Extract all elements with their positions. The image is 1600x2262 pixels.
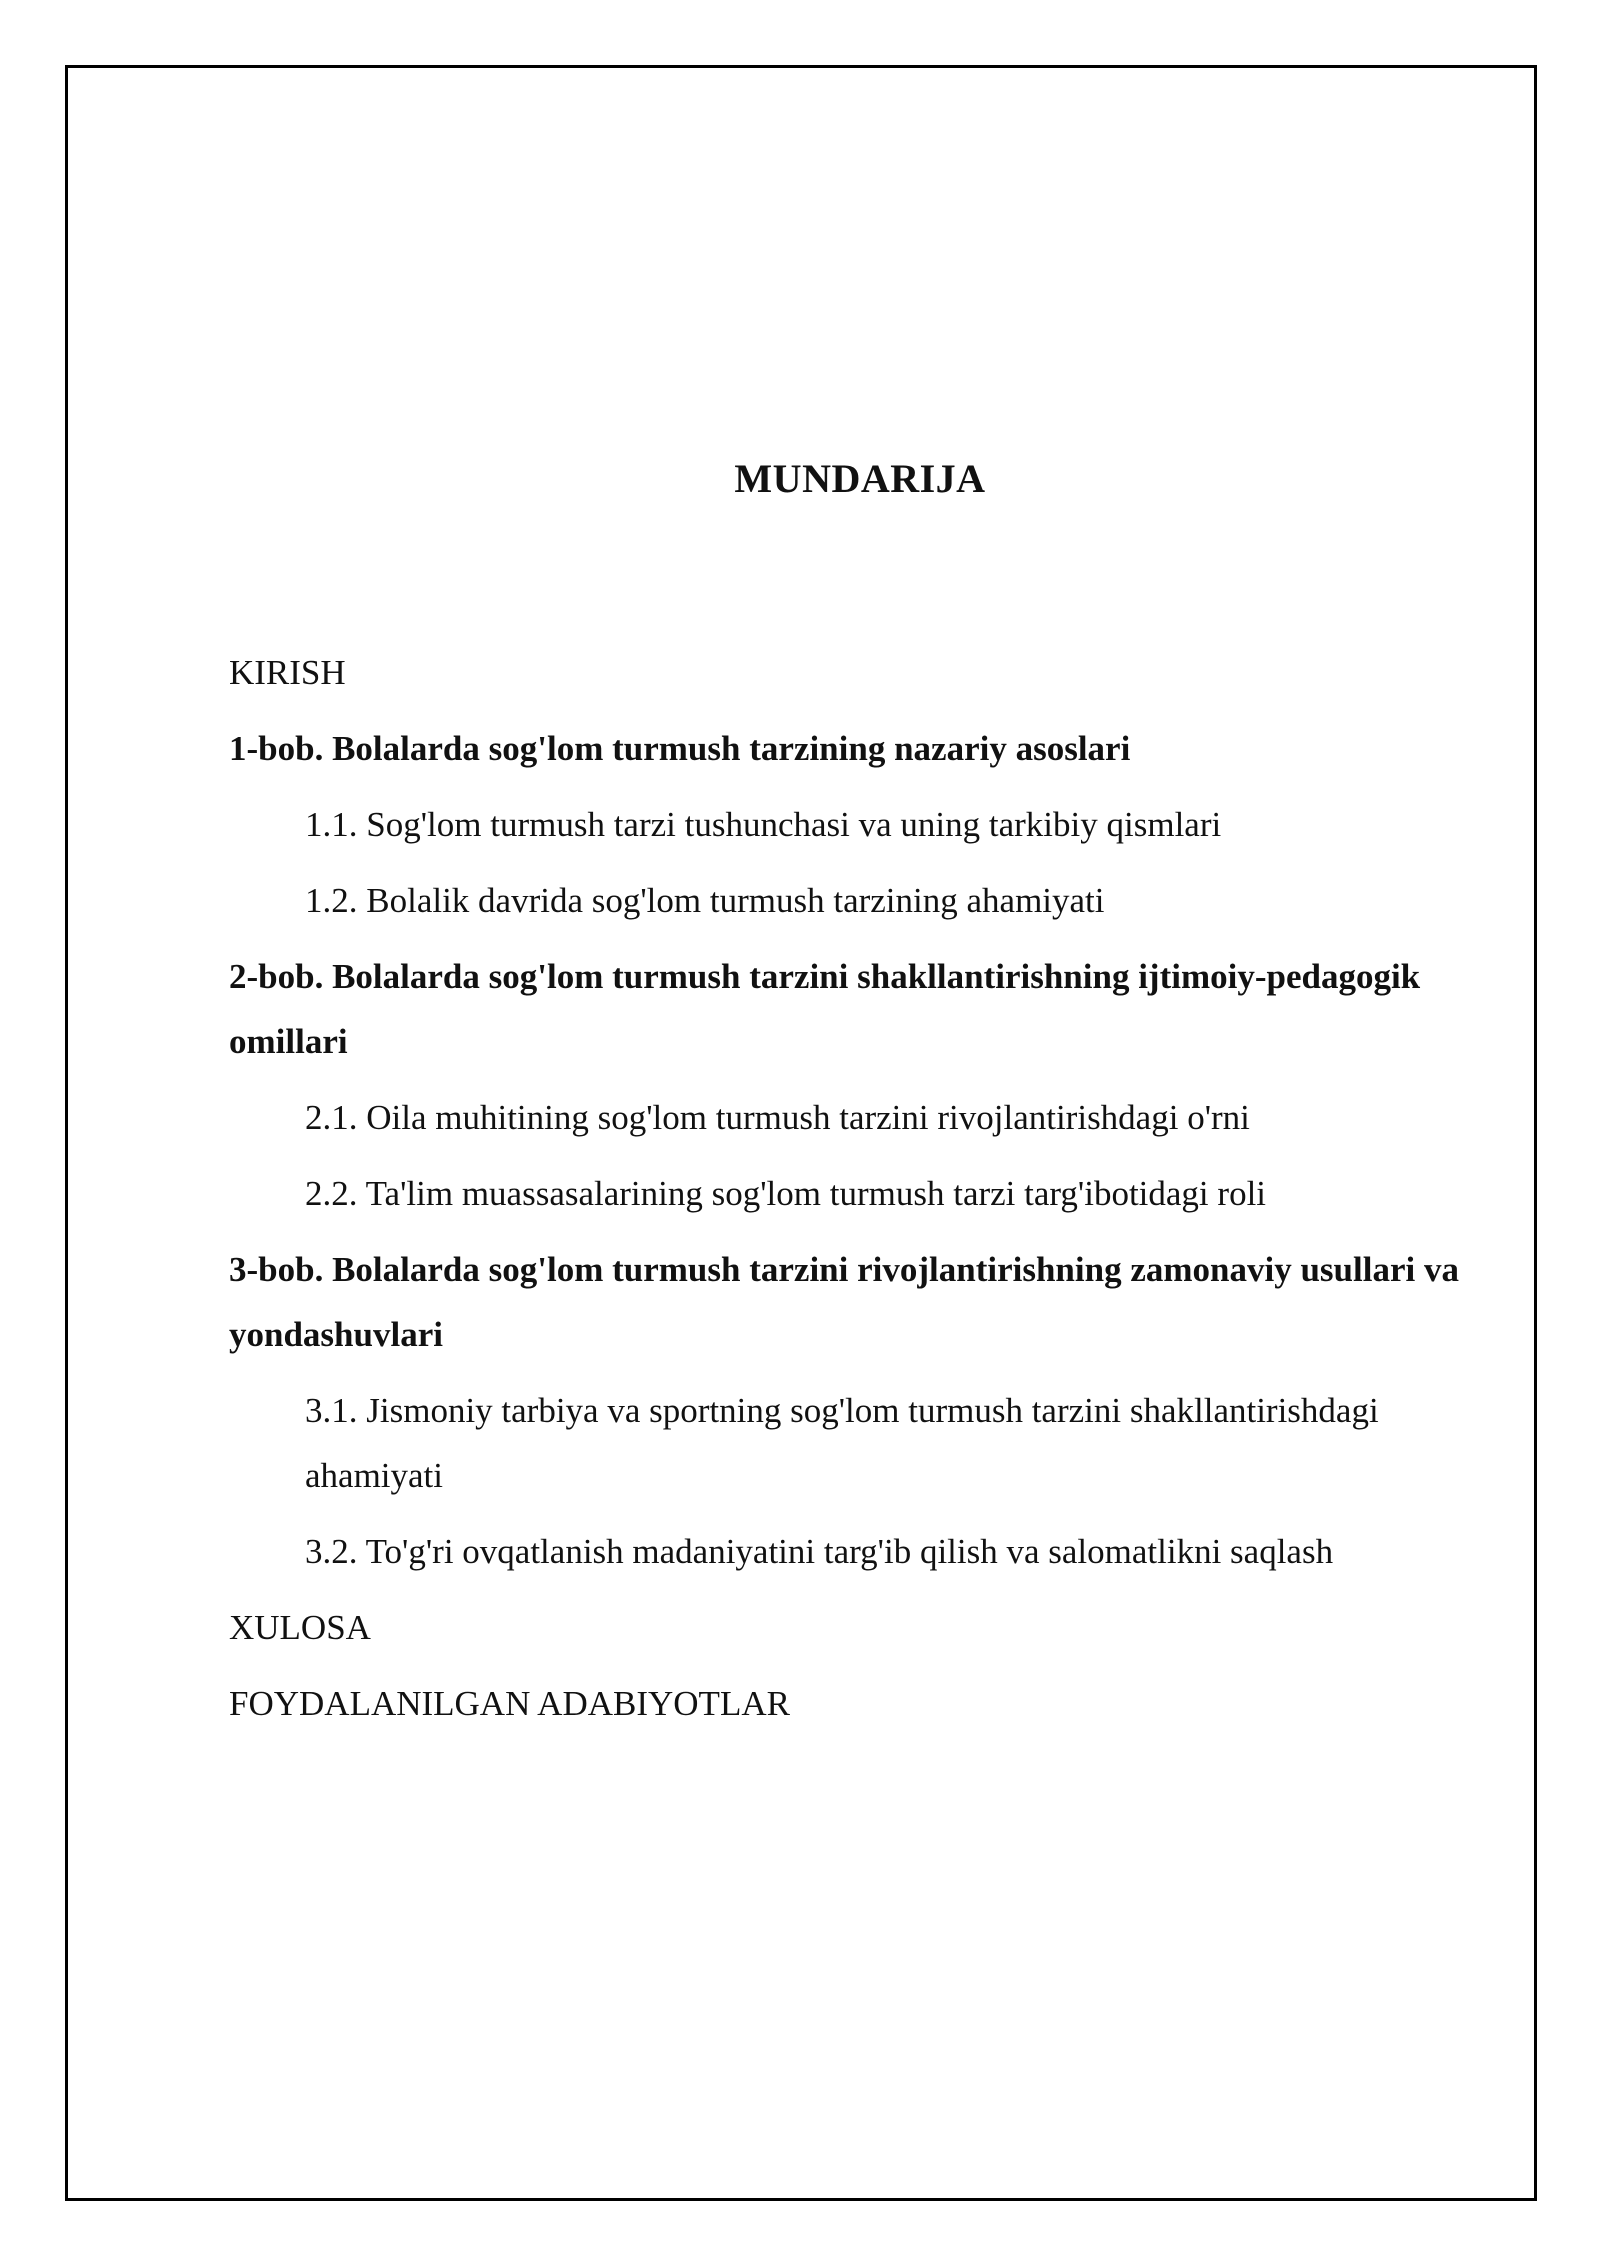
toc-section-1-1: 1.1. Sog'lom turmush tarzi tushunchasi va uning tarkibiy qismlari	[305, 805, 1222, 844]
toc-section-1-2: 1.2. Bolalik davrida sog'lom turmush tarzining ahamiyati	[305, 881, 1105, 920]
toc-section-2-2: 2.2. Ta'lim muassasalarining sog'lom turmush tarzi targ'ibotidagi roli	[305, 1174, 1267, 1213]
toc-chapter-1: 1-bob. Bolalarda sog'lom turmush tarzining nazariy asoslari	[229, 729, 1131, 768]
toc-title: MUNDARIJA	[734, 456, 986, 501]
toc-section-2-1: 2.1. Oila muhitining sog'lom turmush tarzini rivojlantirishdagi o'rni	[305, 1098, 1250, 1137]
toc-section-3-2: 3.2. To'g'ri ovqatlanish madaniyatini targ'ib qilish va salomatlikni saqlash	[305, 1532, 1334, 1571]
toc-entry-conclusion: XULOSA	[229, 1608, 371, 1647]
toc-entry-introduction: KIRISH	[229, 653, 346, 692]
table-of-contents	[229, 640, 1479, 1747]
toc-chapter-2: 2-bob. Bolalarda sog'lom turmush tarzini shakllantirishning ijtimoiy-pedagogik omillari	[229, 957, 1421, 1061]
toc-entry-references: FOYDALANILGAN ADABIYOTLAR	[229, 1684, 790, 1723]
toc-chapter-3: 3-bob. Bolalarda sog'lom turmush tarzini rivojlantirishning zamonaviy usullari va yondashuvlari	[229, 1250, 1459, 1354]
toc-section-3-1: 3.1. Jismoniy tarbiya va sportning sog'lom turmush tarzini shakllantirishdagi ahamiyati	[305, 1391, 1379, 1495]
